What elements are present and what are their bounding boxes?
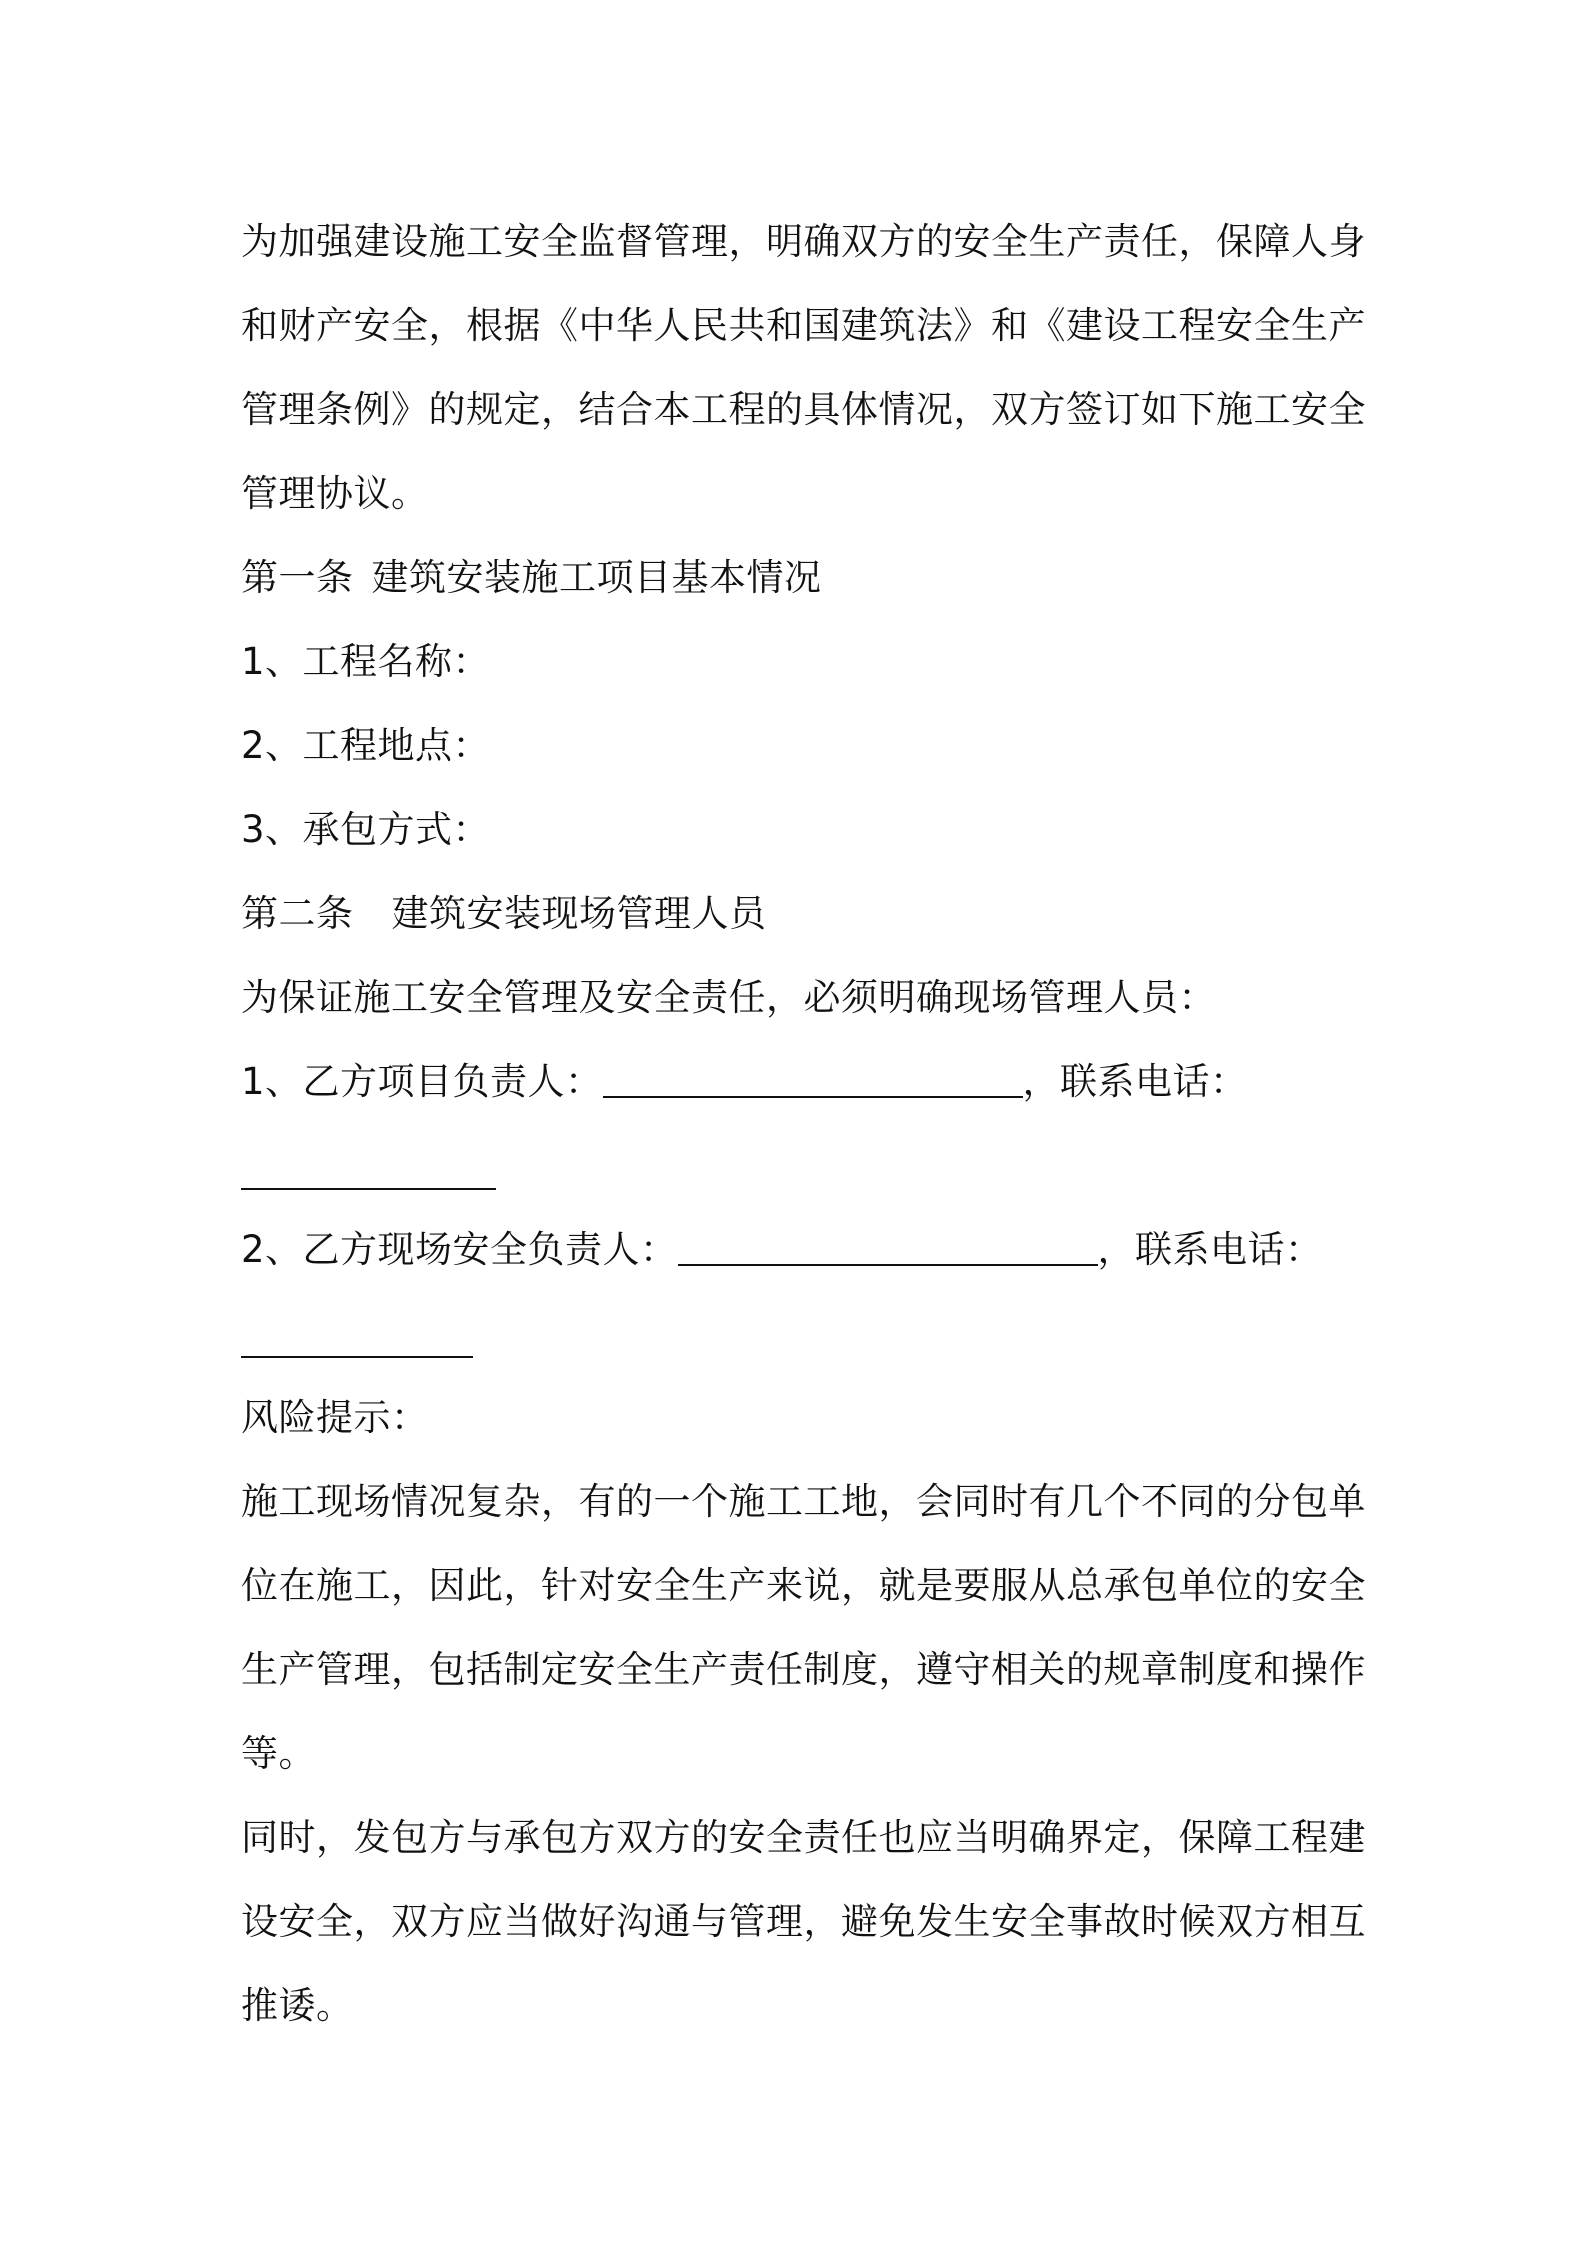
intro-line: 管理条例》的规定，结合本工程的具体情况，双方签订如下施工安全 (241, 388, 1366, 431)
risk-line: 同时，发包方与承包方双方的安全责任也应当明确界定，保障工程建 (241, 1816, 1366, 1859)
project-manager-name-blank[interactable] (603, 1066, 1023, 1098)
article-2-title: 建筑安装现场管理人员 (391, 892, 767, 935)
risk-heading: 风险提示： (241, 1396, 429, 1439)
risk-paragraph-2 (241, 1796, 1366, 2048)
safety-manager-row (241, 1208, 1361, 1292)
project-manager-label: 1、乙方项目负责人： (241, 1060, 603, 1103)
risk-paragraph-1 (241, 1460, 1366, 1796)
risk-line: 设安全，双方应当做好沟通与管理，避免发生安全事故时候双方相互 (241, 1900, 1366, 1943)
article-1-title: 建筑安装施工项目基本情况 (371, 556, 822, 599)
project-manager-phone-blank[interactable] (241, 1158, 496, 1190)
article-1-item-contract-method: 3、承包方式： (241, 808, 491, 851)
safety-manager-phone-row (241, 1292, 1361, 1376)
article-1-item-project-location: 2、工程地点： (241, 724, 491, 767)
safety-manager-label: 2、乙方现场安全负责人： (241, 1228, 678, 1271)
safety-manager-name-blank[interactable] (678, 1234, 1098, 1266)
article-2-intro: 为保证施工安全管理及安全责任，必须明确现场管理人员： (241, 976, 1216, 1019)
risk-line: 施工现场情况复杂，有的一个施工工地，会同时有几个不同的分包单 (241, 1480, 1366, 1523)
article-1-item-project-name: 1、工程名称： (241, 640, 491, 683)
risk-line: 位在施工，因此，针对安全生产来说，就是要服从总承包单位的安全 (241, 1564, 1366, 1607)
intro-paragraph (241, 200, 1366, 536)
article-1-heading (241, 536, 1361, 620)
intro-line: 和财产安全，根据《中华人民共和国建筑法》和《建设工程安全生产 (241, 304, 1366, 347)
intro-line: 管理协议。 (241, 472, 429, 515)
project-manager-row (241, 1040, 1361, 1124)
risk-line: 生产管理，包括制定安全生产责任制度，遵守相关的规章制度和操作 (241, 1648, 1366, 1691)
project-manager-phone-label: ，联系电话： (1022, 1060, 1248, 1103)
intro-line: 为加强建设施工安全监督管理，明确双方的安全生产责任，保障人身 (241, 220, 1366, 263)
project-manager-phone-row (241, 1124, 1361, 1208)
article-2-heading (241, 872, 1361, 956)
safety-manager-phone-blank[interactable] (241, 1326, 473, 1358)
safety-manager-phone-label: ，联系电话： (1097, 1228, 1323, 1271)
risk-line: 等。 (241, 1732, 316, 1775)
risk-line: 推诿。 (241, 1984, 354, 2027)
article-1-number: 第一条 (241, 556, 354, 599)
document-page (241, 200, 1366, 2048)
article-2-number: 第二条 (241, 892, 354, 935)
